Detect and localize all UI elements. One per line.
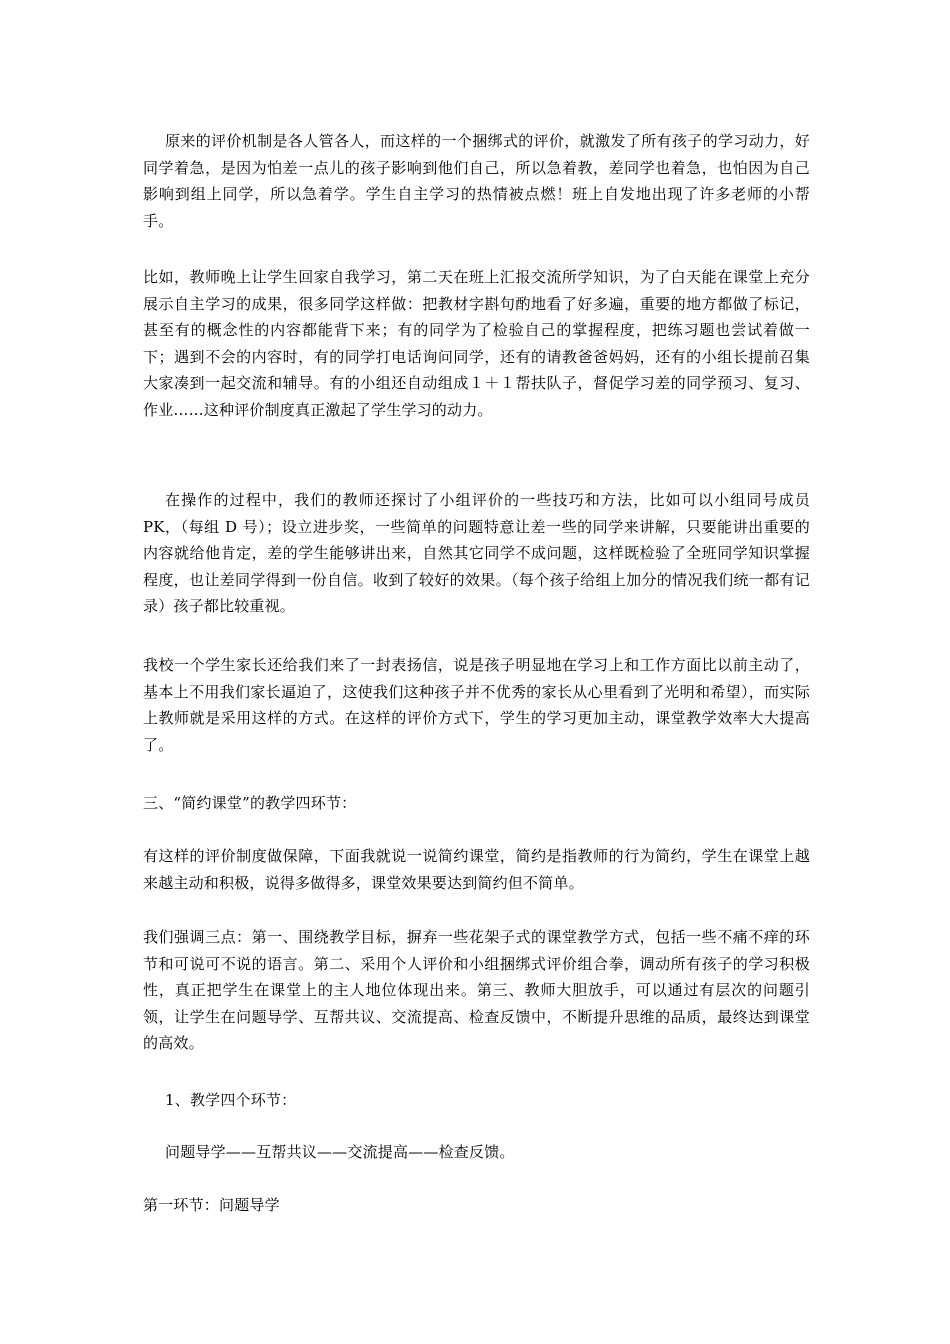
paragraph-stage-sequence: 问题导学——互帮共议——交流提高——检查反馈。	[165, 1143, 515, 1161]
paragraph-evaluation-mechanism: 原来的评价机制是各人管各人，而这样的一个捆绑式的评价，就激发了所有孩子的学习动力，好同学着急，是因为怕差一点儿的孩子影响到他们自己，所以急着教，差同学也着急，也怕因为自己影响到组上同学，所以急着学。学生自主学习的热情被点燃！班上自发地出现了许多老师的小帮手。	[143, 132, 810, 230]
paragraph-simple-classroom: 有这样的评价制度做保障，下面我就说一说简约课堂，简约是指教师的行为简约，学生在课堂上越来越主动和积极，说得多做得多，课堂效果要达到简约但不简单。	[143, 847, 810, 892]
paragraph-self-study-example: 比如，教师晚上让学生回家自我学习，第二天在班上汇报交流所学知识，为了白天能在课堂上充分展示自主学习的成果，很多同学这样做：把教材字斟句酌地看了好多遍，重要的地方都做了标记，甚至有的概念性的内容都能背下来；有的同学为了检验自己的掌握程度，把练习题也尝试着做一下；遇到不会的内容时，有的同学打电话询问同学，还有的请教爸爸妈妈，还有的小组长提前召集大家凑到一起交流和辅导。有的小组还自动组成１＋１帮扶队子，督促学习差的同学预习、复习、作业……这种评价制度真正激起了学生学习的动力。	[143, 268, 810, 419]
subheading-first-stage: 第一环节：问题导学	[143, 1196, 280, 1214]
paragraph-three-points: 我们强调三点：第一、围绕教学目标，摒弃一些花架子式的课堂教学方式，包括一些不痛不痒的环节和可说可不说的语言。第二、采用个人评价和小组捆绑式评价组合拳，调动所有孩子的学习积极性，真正把学生在课堂上的主人地位体现出来。第三、教师大胆放手，可以通过有层次的问题引领，让学生在问题导学、互帮共议、交流提高、检查反馈中，不断提升思维的品质，最终达到课堂的高效。	[143, 928, 810, 1052]
section-heading-four-stages: 三、“简约课堂”的教学四环节：	[143, 794, 357, 812]
subheading-four-stages: 1、教学四个环节：	[165, 1091, 297, 1109]
paragraph-group-evaluation-techniques: 在操作的过程中，我们的教师还探讨了小组评价的一些技巧和方法，比如可以小组同号成员 PK，（每组 D 号）；设立进步奖，一些简单的问题特意让差一些的同学来讲解，只要能讲出重要的内容就给他肯定，差的学生能够讲出来，自然其它同学不成问题，这样既检验了全班同学知识掌握程度，也让差同学得到一份自信。收到了较好的效果。（每个孩子给组上加分的情况我们统一都有记录）孩子都比较重视。	[143, 491, 810, 615]
paragraph-parent-letter: 我校一个学生家长还给我们来了一封表扬信，说是孩子明显地在学习上和工作方面比以前主动了，基本上不用我们家长逼迫了，这使我们这种孩子并不优秀的家长从心里看到了光明和希望），而实际上教师就是采用这样的方式。在这样的评价方式下，学生的学习更加主动，课堂教学效率大大提高了。	[143, 656, 810, 754]
